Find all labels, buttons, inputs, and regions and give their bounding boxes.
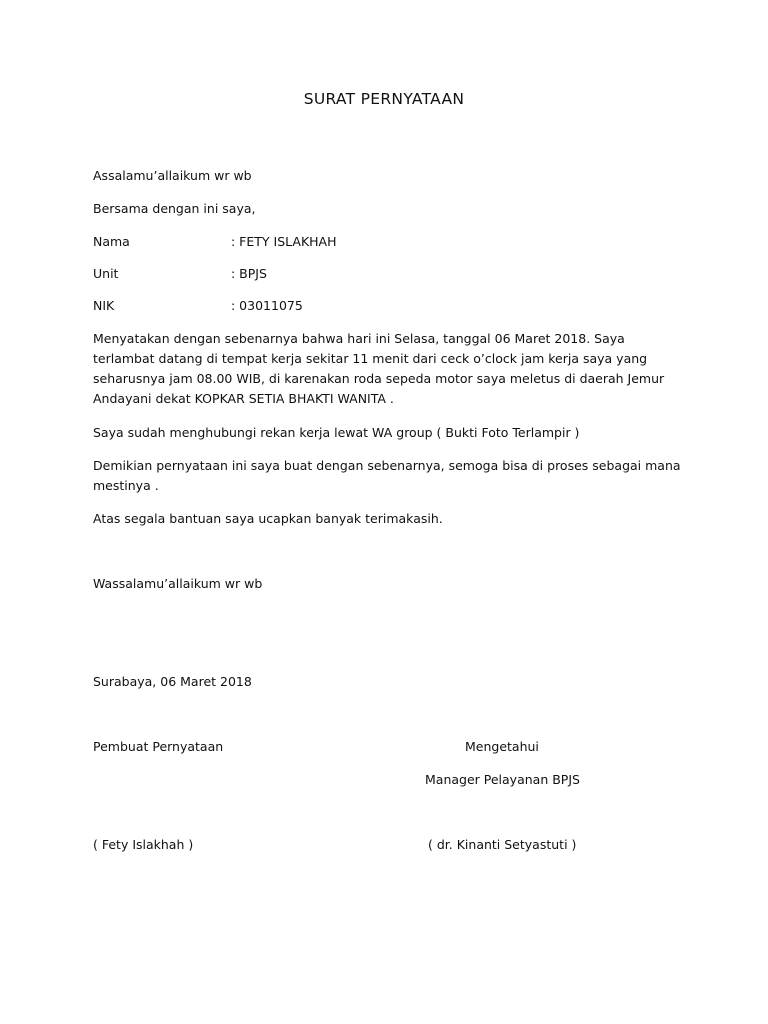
statement-line: Andayani dekat KOPKAR SETIA BHAKTI WANITA . [93, 391, 394, 406]
closing-line: mestinya . [93, 478, 159, 493]
farewell-line: Wassalamu’allaikum wr wb [93, 576, 263, 591]
signer-name-right: ( dr. Kinanti Setyastuti ) [428, 837, 577, 852]
statement-line: Menyatakan dengan sebenarnya bahwa hari ini Selasa, tanggal 06 Maret 2018. Saya [93, 331, 625, 346]
field-value-nama: : FETY ISLAKHAH [231, 234, 337, 249]
closing-line: Demikian pernyataan ini saya buat dengan sebenarnya, semoga bisa di proses sebagai mana [93, 458, 681, 473]
statement-paragraph [93, 329, 683, 409]
signer-name-left: ( Fety Islakhah ) [93, 837, 194, 852]
field-label-nik: NIK [93, 298, 115, 313]
signer-title-right: Manager Pelayanan BPJS [425, 772, 580, 787]
place-date: Surabaya, 06 Maret 2018 [93, 674, 252, 689]
signer-role-left: Pembuat Pernyataan [93, 739, 224, 754]
statement-line: terlambat datang di tempat kerja sekitar 11 menit dari ceck o’clock jam kerja saya yang [93, 351, 648, 366]
field-value-nik: : 03011075 [231, 298, 303, 313]
field-label-unit: Unit [93, 266, 119, 281]
greeting: Assalamu’allaikum wr wb [93, 168, 252, 183]
statement-line: seharusnya jam 08.00 WIB, di karenakan roda sepeda motor saya meletus di daerah Jemur [93, 371, 665, 386]
thanks-line: Atas segala bantuan saya ucapkan banyak terimakasih. [93, 511, 443, 526]
signer-role-right: Mengetahui [465, 739, 539, 754]
letter-title: SURAT PERNYATAAN [303, 90, 465, 108]
contact-line: Saya sudah menghubungi rekan kerja lewat WA group ( Bukti Foto Terlampir ) [93, 425, 580, 440]
field-label-nama: Nama [93, 234, 130, 249]
closing-paragraph [93, 456, 683, 496]
field-value-unit: : BPJS [231, 266, 267, 281]
intro-line: Bersama dengan ini saya, [93, 201, 256, 216]
